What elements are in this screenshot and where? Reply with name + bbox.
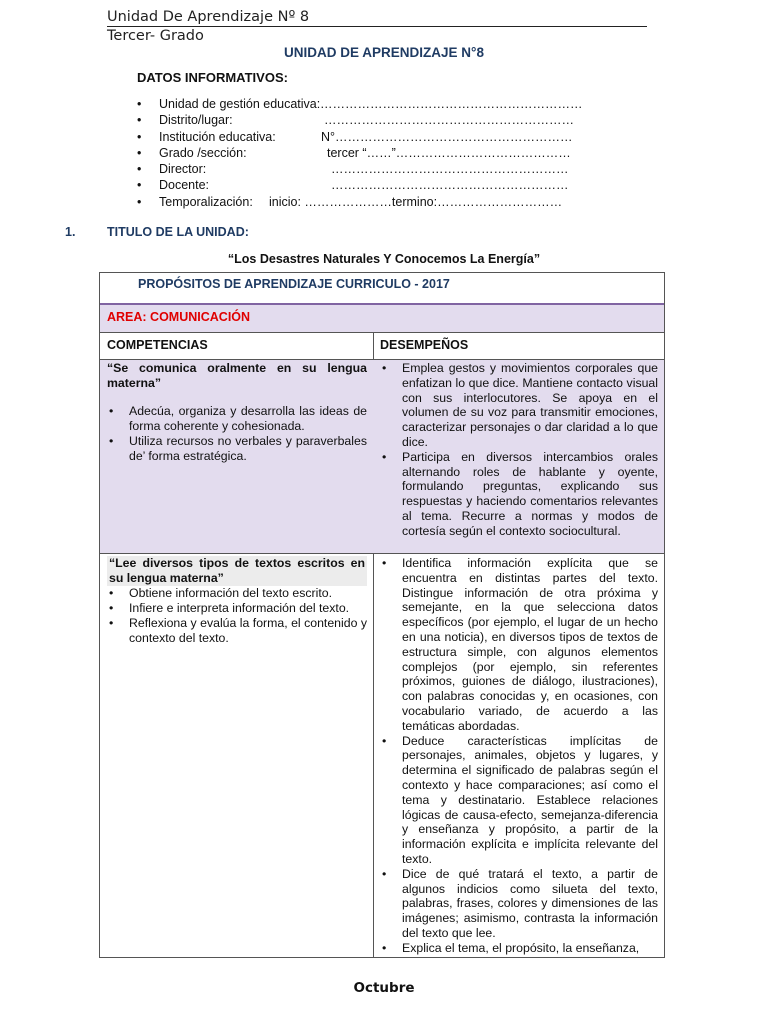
desempeno-item: • Deduce características implícitas de personajes, animales, objetos y lugares, y determina el significado de palabras según el contexto y hace comparaciones; así como el tema y destinatario. Establece relaciones lógicas de causa-efecto, semejanza-diferencia y enseñanza y propósito, a partir de la información explícita e implícita relevante del texto. bbox=[380, 734, 658, 867]
competencia-title: “Lee diversos tipos de textos escritos en su lengua materna” bbox=[109, 556, 365, 585]
area-row bbox=[100, 305, 664, 333]
datos-item: • Director: ………………………………………………… bbox=[137, 162, 569, 177]
datos-label: Grado /sección: bbox=[159, 145, 247, 160]
unit-title: “Los Desastres Naturales Y Conocemos La Energía” bbox=[227, 252, 541, 266]
desempenos-header: DESEMPEÑOS bbox=[380, 338, 469, 352]
purposes-header-row bbox=[100, 273, 664, 305]
desempeno-item: • Emplea gestos y movimientos corporales que enfatizan lo que dice. Mantiene contacto visual con sus interlocutores. Se apoya en el volumen de su voz para transmitir emociones, caracterizar personajes o dar claridad a lo que dice. bbox=[380, 361, 658, 450]
datos-value: ……………………………………………………… bbox=[320, 97, 583, 111]
datos-list bbox=[137, 96, 597, 210]
capacidad-item: • Obtiene información del texto escrito. bbox=[107, 586, 367, 601]
desempenos-cell bbox=[380, 556, 658, 956]
competencia-title: “Se comunica oralmente en su lengua materna” bbox=[107, 361, 367, 390]
desempenos-list bbox=[380, 556, 658, 956]
datos-value: tercer “……”…………………………………… bbox=[327, 145, 571, 160]
footer-month: Octubre bbox=[353, 980, 415, 996]
desempeno-item: • Explica el tema, el propósito, la enseñanza, bbox=[380, 941, 658, 956]
datos-value: ………………………………………………… bbox=[331, 162, 569, 177]
datos-value: N°………………………………………………… bbox=[321, 129, 573, 144]
capacidad-item: • Adecúa, organiza y desarrolla las ideas de forma coherente y cohesionada. bbox=[107, 404, 367, 434]
datos-item: • Docente: ………………………………………………… bbox=[137, 178, 569, 193]
header-grade-line: Tercer- Grado bbox=[107, 28, 204, 44]
table-row-oral bbox=[100, 360, 664, 554]
datos-item: • Institución educativa: N°………………………………………………… bbox=[137, 129, 573, 144]
desempenos-cell bbox=[380, 361, 658, 539]
datos-item: • Unidad de gestión educativa: ……………………………………………………… bbox=[137, 97, 583, 111]
competencia-cell bbox=[107, 556, 367, 646]
datos-item: • Distrito/lugar: …………………………………………………… bbox=[137, 113, 574, 128]
datos-label: Unidad de gestión educativa: bbox=[159, 97, 321, 111]
document-title: UNIDAD DE APRENDIZAJE N°8 bbox=[284, 45, 484, 60]
datos-value: ………………………………………………… bbox=[331, 178, 569, 193]
capacidad-item: • Infiere e interpreta información del texto. bbox=[107, 601, 367, 616]
datos-value: …………………………………………………… bbox=[324, 113, 574, 128]
datos-item: • Grado /sección: tercer “……”…………………………………… bbox=[137, 145, 571, 160]
section-number: 1. bbox=[65, 225, 76, 239]
purposes-heading: PROPÓSITOS DE APRENDIZAJE CURRICULO - 2017 bbox=[138, 277, 450, 291]
desempeno-item: • Identifica información explícita que se encuentra en distintas partes del texto. Distingue información de otra próxima y semejante, en la que selecciona datos específicos (por ejemplo, el lugar de un hecho en una noticia), en diversos tipos de textos de estructura simple, con algunos elementos complejos (por ejemplo, sin referentes próximos, guiones de diálogo, ilustraciones), con palabras conocidas y, en ocasiones, con vocabulario variado, de acuerdo a las temáticas abordadas. bbox=[380, 556, 658, 734]
capacidad-item: • Reflexiona y evalúa la forma, el contenido y contexto del texto. bbox=[107, 616, 367, 646]
column-header-row bbox=[100, 333, 664, 360]
competencia-cell bbox=[107, 361, 367, 464]
datos-label: Docente: bbox=[159, 178, 210, 193]
datos-label: Institución educativa: bbox=[159, 129, 276, 144]
desempeno-item: • Participa en diversos intercambios orales alternando roles de hablante y oyente, formulando preguntas, explicando sus respuestas y haciendo comentarios relevantes al tema. Recurre a normas y modos de cortesía según el contexto sociocultural. bbox=[380, 450, 658, 539]
datos-label: Distrito/lugar: bbox=[159, 113, 233, 128]
learning-purposes-table bbox=[99, 272, 665, 958]
capacidad-item: • Utiliza recursos no verbales y paraverbales de’ forma estratégica. bbox=[107, 434, 367, 464]
datos-value: inicio: …………………termino:………………………… bbox=[269, 194, 563, 209]
header-unit-line: Unidad De Aprendizaje Nº 8 bbox=[107, 8, 647, 27]
desempenos-list bbox=[380, 361, 658, 539]
capacidades-list bbox=[107, 404, 367, 464]
competencias-header: COMPETENCIAS bbox=[107, 338, 208, 352]
datos-label: Director: bbox=[159, 162, 207, 177]
datos-label: Temporalización: bbox=[159, 194, 253, 209]
section-label: TITULO DE LA UNIDAD: bbox=[107, 225, 249, 239]
area-label: AREA: COMUNICACIÓN bbox=[107, 310, 251, 324]
desempeno-item: • Dice de qué tratará el texto, a partir de algunos indicios como silueta del texto, palabras, frases, colores y dimensiones de las imágenes; asimismo, contrasta la información del texto que lee. bbox=[380, 867, 658, 941]
datos-item: • Temporalización: inicio: …………………termino:………………………… bbox=[137, 194, 563, 209]
capacidades-list bbox=[107, 586, 367, 646]
datos-heading: DATOS INFORMATIVOS: bbox=[137, 70, 288, 85]
